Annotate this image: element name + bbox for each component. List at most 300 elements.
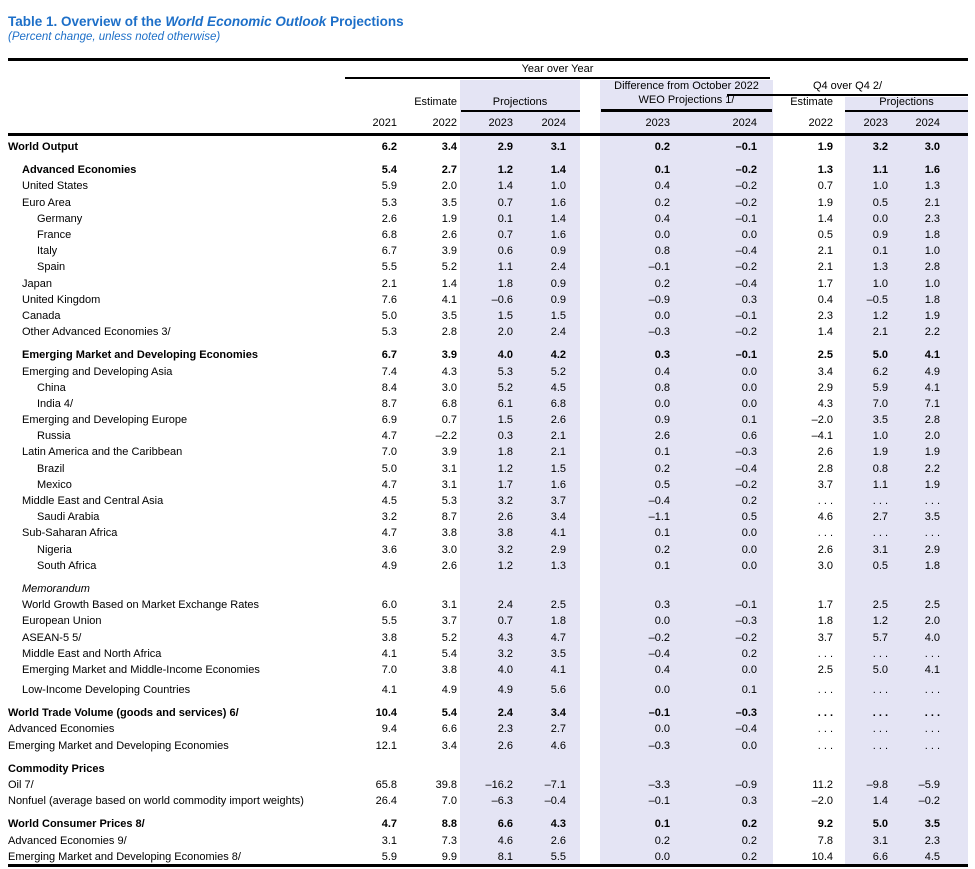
row-value: 65.8	[375, 779, 397, 792]
row-label: World Output	[8, 141, 79, 154]
row-value: 7.0	[441, 795, 457, 808]
year-over-year-header: Year over Year	[521, 63, 594, 75]
table-row	[0, 308, 968, 324]
row-value: 8.7	[381, 397, 397, 410]
row-value: 4.9	[381, 559, 397, 572]
table-row	[0, 509, 968, 525]
row-value: 0.1	[654, 164, 670, 177]
row-value: 2.3	[497, 723, 513, 736]
row-value: 0.0	[654, 229, 670, 242]
row-value: 1.9	[924, 309, 940, 322]
row-value: –16.2	[485, 779, 513, 792]
row-value: 1.5	[550, 462, 566, 475]
row-label: Low-Income Developing Countries	[22, 684, 191, 697]
row-value: 2.6	[441, 229, 457, 242]
row-value: –0.3	[735, 615, 757, 628]
row-label: United Kingdom	[22, 293, 101, 306]
row-value: 1.6	[550, 196, 566, 209]
row-value: 2.4	[497, 707, 513, 720]
title-suffix: Projections	[326, 14, 404, 29]
row-value: 1.1	[872, 478, 888, 491]
row-value: 0.1	[654, 527, 670, 540]
row-value: 5.2	[441, 261, 457, 274]
row-value: 5.3	[381, 326, 397, 339]
row-value: –5.9	[918, 779, 940, 792]
row-value: 1.6	[550, 478, 566, 491]
row-value: 2.7	[872, 511, 888, 524]
row-value: 0.7	[817, 180, 833, 193]
row-label: Nonfuel (average based on world commodity import weights)	[8, 795, 304, 808]
row-value: 5.0	[872, 818, 888, 831]
row-value: 1.4	[550, 212, 566, 225]
row-value: 3.1	[441, 599, 457, 612]
row-value: 0.1	[654, 559, 670, 572]
row-label: Emerging Market and Developing Economies 8/	[8, 850, 241, 863]
row-value: 5.7	[872, 631, 888, 644]
row-label: Emerging and Developing Europe	[22, 414, 188, 427]
row-value: 3.5	[872, 414, 888, 427]
row-value: –0.1	[735, 212, 757, 225]
row-value: 0.1	[741, 684, 757, 697]
projections-yoy-rule	[461, 110, 580, 112]
row-value: 5.5	[381, 261, 397, 274]
row-value: 0.2	[654, 462, 670, 475]
row-value: 4.9	[441, 684, 457, 697]
row-value: 0.5	[872, 559, 888, 572]
row-label: Memorandum	[22, 582, 90, 595]
row-value: 3.5	[441, 196, 457, 209]
row-value: 9.4	[381, 723, 397, 736]
row-value: 5.4	[381, 164, 397, 177]
row-value: 0.2	[654, 277, 670, 290]
row-value: 2.9	[550, 543, 566, 556]
row-label: World Trade Volume (goods and services) 6/	[8, 707, 239, 720]
row-value: 0.5	[817, 229, 833, 242]
row-value: –0.2	[735, 196, 757, 209]
row-value: 3.2	[497, 495, 513, 508]
row-value: 4.6	[817, 511, 833, 524]
row-value: 2.3	[817, 309, 833, 322]
row-value: 4.6	[497, 834, 513, 847]
row-label: Sub-Saharan Africa	[22, 527, 118, 540]
row-label: Nigeria	[37, 543, 72, 556]
row-value: 2.1	[381, 277, 397, 290]
table-row	[0, 833, 968, 849]
table-row	[0, 211, 968, 227]
table-row	[0, 162, 968, 178]
row-value: 1.9	[924, 446, 940, 459]
row-label: Saudi Arabia	[37, 511, 100, 524]
row-value: 1.8	[924, 229, 940, 242]
year-column-header: 2022	[808, 117, 833, 129]
row-label: United States	[22, 180, 89, 193]
row-value: 4.7	[381, 478, 397, 491]
row-label: Italy	[37, 245, 58, 258]
row-value: 2.0	[924, 430, 940, 443]
row-value: 0.4	[654, 365, 670, 378]
table-row	[0, 259, 968, 275]
row-value: 5.2	[441, 631, 457, 644]
row-value: 1.0	[924, 245, 940, 258]
row-value: 0.0	[741, 365, 757, 378]
row-value: 2.8	[924, 414, 940, 427]
row-value: 0.0	[654, 397, 670, 410]
row-value: 2.6	[817, 446, 833, 459]
row-value: 2.1	[924, 196, 940, 209]
row-label: Commodity Prices	[8, 762, 105, 775]
row-value: 0.0	[741, 527, 757, 540]
row-value: . . .	[924, 647, 940, 660]
table-row	[0, 682, 968, 698]
row-value: 3.0	[441, 543, 457, 556]
table-row	[0, 816, 968, 832]
title-prefix: Table 1. Overview of the	[8, 14, 166, 29]
row-value: 4.1	[441, 293, 457, 306]
row-value: –1.1	[648, 511, 670, 524]
row-value: 1.5	[497, 309, 513, 322]
table-row	[0, 581, 968, 597]
row-value: 0.9	[872, 229, 888, 242]
year-column-header: 2024	[732, 117, 757, 129]
row-value: 0.9	[550, 277, 566, 290]
row-value: 0.4	[817, 293, 833, 306]
row-value: . . .	[924, 739, 940, 752]
row-value: 0.3	[654, 349, 670, 362]
row-value: 2.4	[497, 599, 513, 612]
table-row	[0, 227, 968, 243]
row-value: . . .	[872, 739, 888, 752]
row-value: 1.9	[441, 212, 457, 225]
row-value: 6.6	[497, 818, 513, 831]
row-value: 1.2	[872, 309, 888, 322]
row-value: . . .	[872, 707, 888, 720]
row-value: –0.4	[735, 723, 757, 736]
row-value: –9.8	[866, 779, 888, 792]
row-value: 6.8	[550, 397, 566, 410]
row-value: 1.4	[872, 795, 888, 808]
row-value: . . .	[872, 527, 888, 540]
row-label: Advanced Economies	[22, 164, 137, 177]
row-value: 4.5	[550, 381, 566, 394]
row-value: 3.7	[441, 615, 457, 628]
row-value: 0.6	[497, 245, 513, 258]
row-value: 1.4	[550, 164, 566, 177]
row-value: 5.9	[381, 180, 397, 193]
row-value: 0.1	[872, 245, 888, 258]
row-value: 10.4	[811, 850, 833, 863]
row-value: 1.2	[497, 559, 513, 572]
row-value: 3.5	[550, 647, 566, 660]
row-value: 4.1	[381, 647, 397, 660]
row-value: 1.7	[817, 599, 833, 612]
row-value: 3.7	[817, 631, 833, 644]
row-value: 1.0	[924, 277, 940, 290]
row-value: 3.7	[817, 478, 833, 491]
row-value: 5.2	[550, 365, 566, 378]
row-value: 4.7	[381, 818, 397, 831]
row-value: 2.6	[550, 834, 566, 847]
row-value: 1.1	[497, 261, 513, 274]
row-value: –3.3	[648, 779, 670, 792]
year-column-header: 2023	[488, 117, 513, 129]
row-label: Advanced Economies 9/	[8, 834, 127, 847]
row-value: 1.4	[497, 180, 513, 193]
row-value: 2.4	[550, 326, 566, 339]
row-label: France	[37, 229, 72, 242]
row-label: World Consumer Prices 8/	[8, 818, 145, 831]
row-value: 2.3	[924, 834, 940, 847]
row-value: 1.2	[872, 615, 888, 628]
row-value: 0.9	[550, 245, 566, 258]
row-value: 3.9	[441, 446, 457, 459]
row-value: –0.9	[735, 779, 757, 792]
row-value: 2.6	[441, 559, 457, 572]
row-value: 4.9	[497, 684, 513, 697]
row-value: 2.6	[817, 543, 833, 556]
row-value: –0.1	[648, 795, 670, 808]
row-value: 5.6	[550, 684, 566, 697]
row-value: –0.1	[648, 261, 670, 274]
row-value: –0.5	[866, 293, 888, 306]
difference-header-line1: Difference from October 2022	[614, 80, 759, 92]
row-value: 3.9	[441, 245, 457, 258]
row-value: . . .	[817, 647, 833, 660]
row-value: –0.3	[735, 446, 757, 459]
row-value: 4.0	[497, 663, 513, 676]
row-value: 3.5	[924, 511, 940, 524]
row-value: 1.6	[550, 229, 566, 242]
row-value: 0.2	[741, 850, 757, 863]
row-value: 0.5	[741, 511, 757, 524]
row-value: 0.0	[654, 684, 670, 697]
row-value: 0.0	[741, 397, 757, 410]
row-value: –0.4	[735, 277, 757, 290]
row-value: 1.3	[872, 261, 888, 274]
row-value: 1.2	[497, 462, 513, 475]
row-value: . . .	[817, 684, 833, 697]
row-value: 2.5	[872, 599, 888, 612]
row-label: Spain	[37, 261, 66, 274]
row-value: –0.2	[735, 478, 757, 491]
row-value: –0.2	[735, 261, 757, 274]
row-value: 3.4	[441, 739, 457, 752]
row-value: 3.4	[441, 141, 457, 154]
table-row	[0, 721, 968, 737]
row-label: Other Advanced Economies 3/	[22, 326, 171, 339]
row-value: 6.8	[381, 229, 397, 242]
row-value: 3.0	[441, 381, 457, 394]
row-value: 8.7	[441, 511, 457, 524]
row-value: 1.8	[924, 559, 940, 572]
row-value: 4.6	[550, 739, 566, 752]
row-value: 2.5	[817, 349, 833, 362]
row-value: 6.1	[497, 397, 513, 410]
row-value: 1.3	[550, 559, 566, 572]
table-row	[0, 178, 968, 194]
row-value: 2.0	[924, 615, 940, 628]
row-value: 0.4	[654, 212, 670, 225]
estimate-label-q4: Estimate	[790, 96, 833, 108]
row-value: 3.0	[924, 141, 940, 154]
row-label: Emerging and Developing Asia	[22, 365, 173, 378]
row-label: Germany	[37, 212, 83, 225]
row-value: 1.7	[817, 277, 833, 290]
row-value: 7.3	[441, 834, 457, 847]
row-value: 5.9	[381, 850, 397, 863]
row-value: 1.8	[817, 615, 833, 628]
row-value: 4.3	[497, 631, 513, 644]
q4-over-q4-header: Q4 over Q4 2/	[812, 80, 883, 92]
row-value: –2.2	[435, 430, 457, 443]
row-value: 0.3	[741, 293, 757, 306]
row-value: 7.6	[381, 293, 397, 306]
projections-q4-rule	[845, 110, 968, 112]
row-value: 0.7	[497, 615, 513, 628]
row-label: Oil 7/	[8, 779, 34, 792]
title-italic: World Economic Outlook	[165, 14, 327, 29]
row-value: 0.2	[741, 495, 757, 508]
row-value: 2.1	[872, 326, 888, 339]
projections-label-q4: Projections	[879, 96, 934, 108]
row-value: –0.2	[735, 631, 757, 644]
row-value: 1.9	[817, 196, 833, 209]
table-row	[0, 461, 968, 477]
row-value: 5.0	[381, 462, 397, 475]
row-value: 1.2	[497, 164, 513, 177]
row-value: –0.3	[648, 739, 670, 752]
row-value: 2.5	[550, 599, 566, 612]
table-subtitle: (Percent change, unless noted otherwise)	[8, 31, 221, 43]
row-value: 4.7	[550, 631, 566, 644]
table-row	[0, 363, 968, 379]
row-value: 6.7	[381, 245, 397, 258]
row-value: 3.1	[441, 462, 457, 475]
row-value: –0.2	[735, 180, 757, 193]
row-value: 0.0	[741, 543, 757, 556]
row-value: 2.7	[550, 723, 566, 736]
table-row	[0, 428, 968, 444]
row-value: 10.4	[375, 707, 397, 720]
row-value: 2.6	[497, 511, 513, 524]
row-value: 0.0	[741, 229, 757, 242]
row-value: 2.9	[817, 381, 833, 394]
row-value: 1.9	[817, 141, 833, 154]
row-value: 3.2	[497, 543, 513, 556]
row-value: –0.4	[735, 245, 757, 258]
row-value: 6.2	[381, 141, 397, 154]
row-value: –0.1	[735, 309, 757, 322]
row-value: 3.1	[381, 834, 397, 847]
table-row	[0, 276, 968, 292]
row-value: 3.8	[381, 631, 397, 644]
row-value: 6.9	[381, 414, 397, 427]
row-value: 2.6	[654, 430, 670, 443]
row-label: Mexico	[37, 478, 72, 491]
row-label: World Growth Based on Market Exchange Rates	[22, 599, 260, 612]
year-column-header: 2023	[645, 117, 670, 129]
table-row	[0, 761, 968, 777]
row-value: 1.5	[497, 414, 513, 427]
table-row	[0, 705, 968, 721]
row-value: 1.4	[817, 212, 833, 225]
row-value: . . .	[872, 495, 888, 508]
row-value: 1.0	[872, 430, 888, 443]
row-label: Emerging Market and Middle-Income Economies	[22, 663, 260, 676]
row-value: 4.3	[817, 397, 833, 410]
table-row	[0, 525, 968, 541]
row-value: 4.7	[381, 430, 397, 443]
table-row	[0, 793, 968, 809]
row-value: 2.8	[817, 462, 833, 475]
row-label: Middle East and Central Asia	[22, 495, 164, 508]
row-value: . . .	[817, 527, 833, 540]
row-value: 2.8	[441, 326, 457, 339]
row-value: 3.8	[497, 527, 513, 540]
row-value: 5.0	[381, 309, 397, 322]
row-value: 0.7	[441, 414, 457, 427]
row-value: 7.0	[381, 663, 397, 676]
row-value: 1.8	[497, 446, 513, 459]
row-value: 1.4	[441, 277, 457, 290]
row-value: –0.1	[735, 349, 757, 362]
row-value: 0.2	[741, 647, 757, 660]
row-value: 3.8	[441, 527, 457, 540]
row-value: 0.0	[654, 723, 670, 736]
row-value: 0.2	[741, 818, 757, 831]
table-row	[0, 139, 968, 155]
row-value: . . .	[924, 684, 940, 697]
row-value: . . .	[872, 647, 888, 660]
row-value: 3.2	[872, 141, 888, 154]
row-value: 5.4	[441, 707, 457, 720]
row-value: –0.3	[735, 707, 757, 720]
row-value: 1.4	[817, 326, 833, 339]
row-value: 0.0	[741, 559, 757, 572]
row-value: 3.1	[441, 478, 457, 491]
year-column-header: 2023	[863, 117, 888, 129]
row-value: –2.0	[811, 414, 833, 427]
row-value: –0.4	[735, 462, 757, 475]
row-value: 3.1	[872, 543, 888, 556]
row-value: 3.5	[441, 309, 457, 322]
row-value: 5.0	[872, 663, 888, 676]
row-value: 9.9	[441, 850, 457, 863]
row-value: 7.1	[924, 397, 940, 410]
row-value: 4.5	[924, 850, 940, 863]
row-value: 0.4	[654, 663, 670, 676]
row-value: 6.6	[872, 850, 888, 863]
row-value: 2.6	[550, 414, 566, 427]
difference-rule	[601, 109, 772, 112]
table-row	[0, 380, 968, 396]
row-value: 1.0	[550, 180, 566, 193]
row-value: –0.2	[735, 164, 757, 177]
table-body	[0, 139, 968, 865]
row-value: 0.0	[741, 739, 757, 752]
table-row	[0, 347, 968, 363]
row-value: 0.5	[654, 478, 670, 491]
row-value: 2.1	[817, 261, 833, 274]
row-value: 0.3	[497, 430, 513, 443]
row-value: . . .	[924, 707, 940, 720]
row-label: Latin America and the Caribbean	[22, 446, 183, 459]
row-value: 0.0	[741, 663, 757, 676]
table-row	[0, 597, 968, 613]
table-row	[0, 243, 968, 259]
row-value: 1.7	[497, 478, 513, 491]
projections-label-yoy: Projections	[492, 96, 548, 108]
row-value: 3.7	[550, 495, 566, 508]
